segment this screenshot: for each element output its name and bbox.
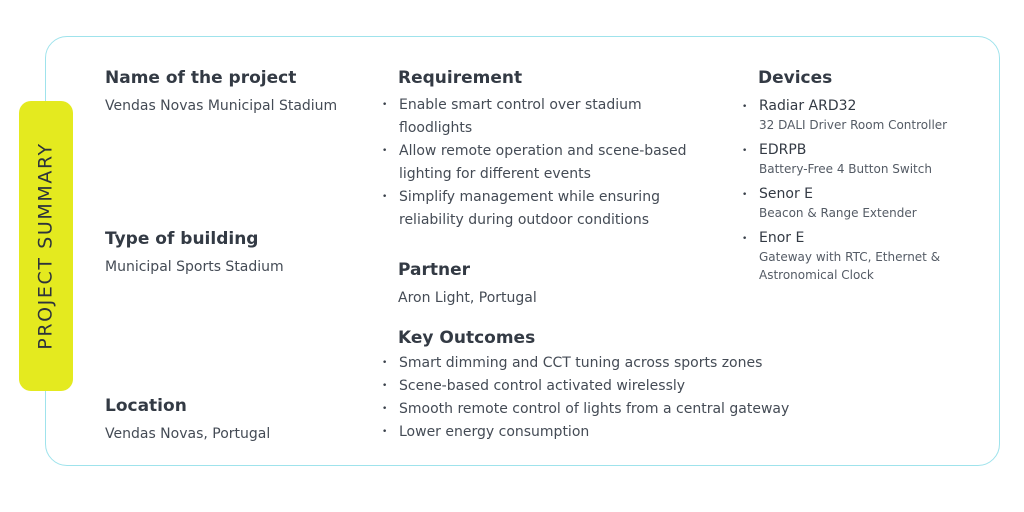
partner-heading: Partner [398, 260, 471, 280]
key-outcomes-list [378, 352, 848, 444]
device-name: EDRPB [759, 142, 807, 158]
device-name: Enor E [759, 230, 805, 246]
requirement-line: Enable smart control over stadium [399, 97, 642, 113]
partner-value: Aron Light, Portugal [398, 290, 537, 306]
requirement-heading: Requirement [398, 68, 523, 88]
location-section [105, 395, 365, 444]
key-outcomes-heading: Key Outcomes [398, 328, 536, 348]
bullet-dot-icon: • [382, 427, 388, 437]
location-value: Vendas Novas, Portugal [105, 426, 271, 442]
bullet-dot-icon: • [382, 146, 388, 156]
bullet-dot-icon: • [742, 102, 748, 112]
bullet-dot-icon: • [742, 234, 748, 244]
project-name-section [105, 67, 365, 116]
list-item [378, 352, 848, 375]
requirement-line: Allow remote operation and scene-based [399, 143, 687, 159]
outcome-text: Smooth remote control of lights from a central gateway [399, 401, 790, 417]
list-item [738, 184, 978, 222]
project-name-heading: Name of the project [105, 68, 297, 88]
building-type-value: Municipal Sports Stadium [105, 259, 284, 275]
device-description: Beacon & Range Extender [759, 206, 917, 220]
project-name-value: Vendas Novas Municipal Stadium [105, 98, 338, 114]
device-name: Radiar ARD32 [759, 98, 857, 114]
devices-section [738, 67, 978, 290]
list-item [738, 228, 978, 284]
requirement-line: reliability during outdoor conditions [399, 212, 649, 228]
outcome-text: Scene-based control activated wirelessly [399, 378, 686, 394]
list-item [378, 186, 718, 232]
requirement-line: Simplify management while ensuring [399, 189, 660, 205]
list-item [378, 375, 848, 398]
device-description: Gateway with RTC, Ethernet & [759, 250, 941, 264]
devices-heading: Devices [758, 68, 833, 88]
building-type-section [105, 228, 365, 277]
key-outcomes-section [378, 327, 848, 444]
project-summary-tab [19, 101, 73, 391]
requirement-list [378, 94, 718, 232]
bullet-dot-icon: • [382, 404, 388, 414]
partner-section [398, 259, 718, 308]
list-item [378, 140, 718, 186]
bullet-dot-icon: • [382, 100, 388, 110]
bullet-dot-icon: • [382, 192, 388, 202]
requirement-line: lighting for different events [399, 166, 591, 182]
bullet-dot-icon: • [742, 146, 748, 156]
bullet-dot-icon: • [382, 381, 388, 391]
tab-label: PROJECT SUMMARY [35, 142, 58, 350]
outcome-text: Smart dimming and CCT tuning across sports zones [399, 355, 763, 371]
device-name: Senor E [759, 186, 813, 202]
list-item [378, 94, 718, 140]
bullet-dot-icon: • [382, 358, 388, 368]
devices-list [738, 96, 978, 284]
device-description: 32 DALI Driver Room Controller [759, 118, 948, 132]
requirement-section [378, 67, 718, 232]
building-type-heading: Type of building [105, 229, 259, 249]
requirement-line: floodlights [399, 120, 473, 136]
bullet-dot-icon: • [742, 190, 748, 200]
list-item [738, 140, 978, 178]
outcome-text: Lower energy consumption [399, 424, 590, 440]
device-description: Battery-Free 4 Button Switch [759, 162, 932, 176]
list-item [738, 96, 978, 134]
location-heading: Location [105, 396, 187, 416]
device-description: Astronomical Clock [759, 268, 874, 282]
list-item [378, 421, 848, 444]
list-item [378, 398, 848, 421]
